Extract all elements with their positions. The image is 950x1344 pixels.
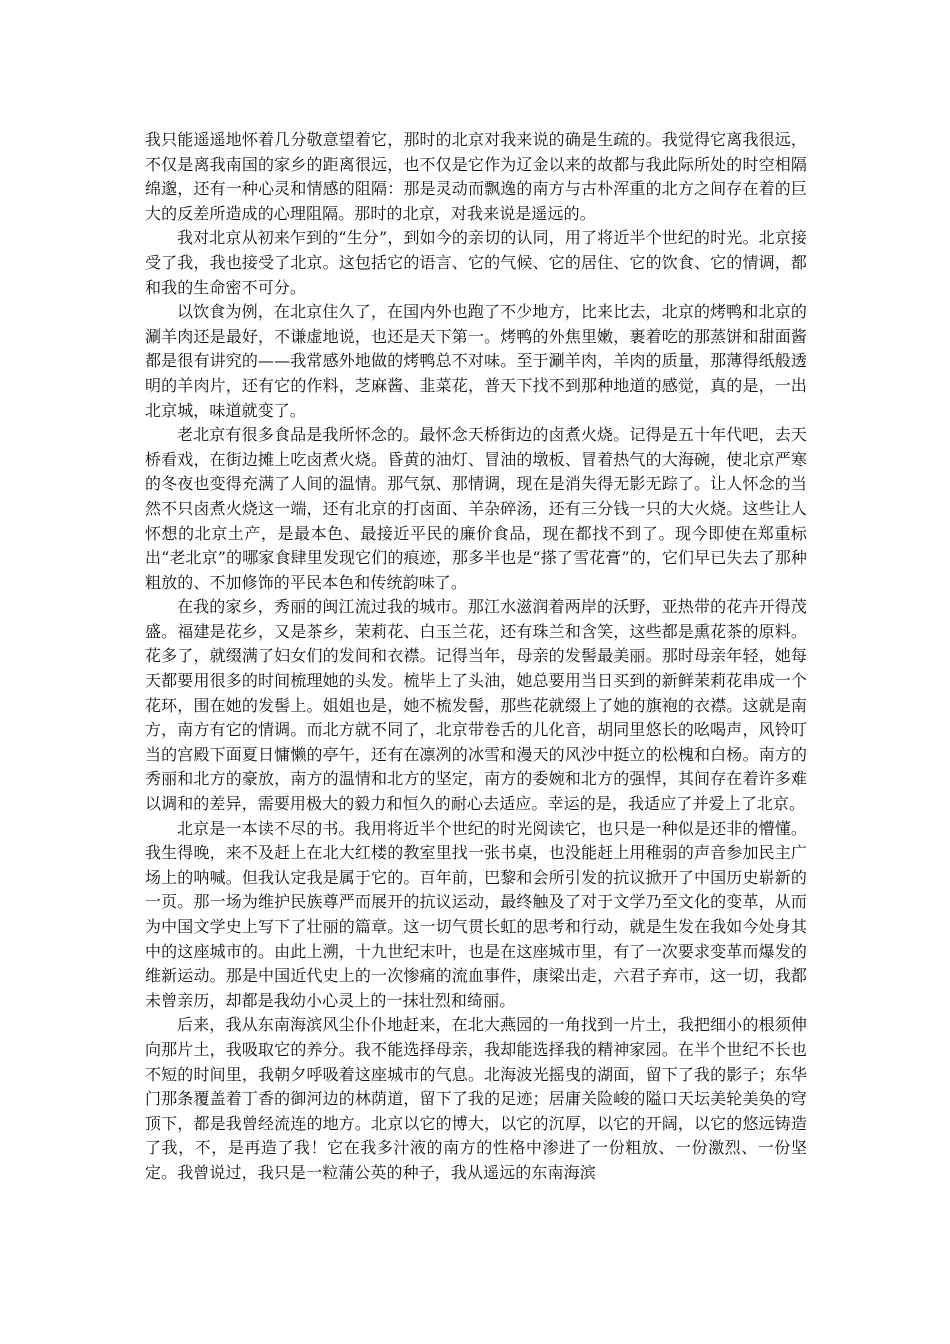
- paragraph-5: 在我的家乡，秀丽的闽江流过我的城市。那江水滋润着两岸的沃野，亚热带的花卉开得茂盛。福建是花乡，又是茶乡，茉莉花、白玉兰花，还有珠兰和含笑，这些都是熏花茶的原料。花多了，就缀满了妇女们的发间和衣襟。记得当年，母亲的发髻最美丽。那时母亲年轻，她每天都要用很多的时间梳理她的头发。梳毕上了头油，她总要用当日买到的新鲜茉莉花串成一个花环，围在她的发髻上。姐姐也是，她不梳发髻，那些花就缀上了她的旗袍的衣襟。这就是南方，南方有它的情调。而北方就不同了，北京带卷舌的儿化音，胡同里悠长的吆喝声，风铃叮当的宫殿下面夏日慵懒的亭午，还有在凛冽的冰雪和漫天的风沙中挺立的松槐和白杨。南方的秀丽和北方的豪放，南方的温情和北方的坚定，南方的委婉和北方的强悍，其间存在着许多难以调和的差异，需要用极大的毅力和恒久的耐心去适应。幸运的是，我适应了并爱上了北京。: [145, 597, 807, 814]
- paragraph-7: 后来，我从东南海滨风尘仆仆地赶来，在北大燕园的一角找到一片土，我把细小的根须伸向那片土，我吸取它的养分。我不能选择母亲，我却能选择我的精神家园。在半个世纪不长也不短的时间里，我朝夕呼吸着这座城市的气息。北海波光摇曳的湖面，留下了我的影子；东华门那条覆盖着丁香的御河边的林荫道，留下了我的足迹；居庸关险峻的隘口天坛美轮美奂的穹顶下，都是我曾经流连的地方。北京以它的博大，以它的沉厚，以它的开阔，以它的悠远铸造了我，不，是再造了我！它在我多汁液的南方的性格中渗进了一份粗放、一份激烈、一份坚定。我曾说过，我只是一粒蒲公英的种子，我从遥远的东南海滨: [145, 1015, 807, 1182]
- paragraph-3: 以饮食为例，在北京住久了，在国内外也跑了不少地方，比来比去，北京的烤鸭和北京的涮羊肉还是最好，不谦虚地说，也还是天下第一。烤鸭的外焦里嫩，裹着吃的那蒸饼和甜面酱都是很有讲究的——我常感外地做的烤鸭总不对味。至于涮羊肉，羊肉的质量，那薄得纸般透明的羊肉片，还有它的作料，芝麻酱、韭菜花，普天下找不到那种地道的感觉，真的是，一出北京城，味道就变了。: [145, 302, 807, 420]
- document-body: [145, 128, 807, 1186]
- paragraph-1: 我只能遥遥地怀着几分敬意望着它，那时的北京对我来说的确是生疏的。我觉得它离我很远，不仅是离我南国的家乡的距离很远，也不仅是它作为辽金以来的故都与我此际所处的时空相隔绵邈，还有一种心灵和情感的阻隔：那是灵动而飘逸的南方与古朴浑重的北方之间存在着的巨大的反差所造成的心理阻隔。那时的北京，对我来说是遥远的。: [145, 130, 807, 223]
- paragraph-4: 老北京有很多食品是我所怀念的。最怀念天桥街边的卤煮火烧。记得是五十年代吧，去天桥看戏，在街边摊上吃卤煮火烧。昏黄的油灯、冒油的墩板、冒着热气的大海碗，使北京严寒的冬夜也变得充满了人间的温情。那气氛、那情调，现在是消失得无影无踪了。让人怀念的当然不只卤煮火烧这一端，还有北京的打卤面、羊杂碎汤，还有三分钱一只的大火烧。这些让人怀想的北京土产，是最本色、最接近平民的廉价食品，现在都找不到了。现今即使在郑重标出“老北京”的哪家食肆里发现它们的痕迹，那多半也是“搽了雪花膏”的，它们早已失去了那种粗放的、不加修饰的平民本色和传统韵味了。: [145, 425, 807, 592]
- paragraph-2: 我对北京从初来乍到的“生分”，到如今的亲切的认同，用了将近半个世纪的时光。北京接受了我，我也接受了北京。这包括它的语言、它的气候、它的居住、它的饮食、它的情调，都和我的生命密不可分。: [145, 228, 807, 297]
- paragraph-6: 北京是一本读不尽的书。我用将近半个世纪的时光阅读它，也只是一种似是还非的懵懂。我生得晚，来不及赶上在北大红楼的教室里找一张书桌，也没能赶上用稚弱的声音参加民主广场上的呐喊。但我认定我是属于它的。百年前，巴黎和会所引发的抗议掀开了中国历史崭新的一页。那一场为维护民族尊严而展开的抗议运动，最终触及了对于文学乃至文化的变革，从而为中国文学史上写下了壮丽的篇章。这一切气贯长虹的思考和行动，就是生发在我如今处身其中的这座城市的。由此上溯，十九世纪末叶，也是在这座城市里，有了一次要求变革而爆发的维新运动。那是中国近代史上的一次惨痛的流血事件，康梁出走，六君子弃市，这一切，我都未曾亲历，却都是我幼小心灵上的一抹壮烈和绮丽。: [145, 818, 807, 1010]
